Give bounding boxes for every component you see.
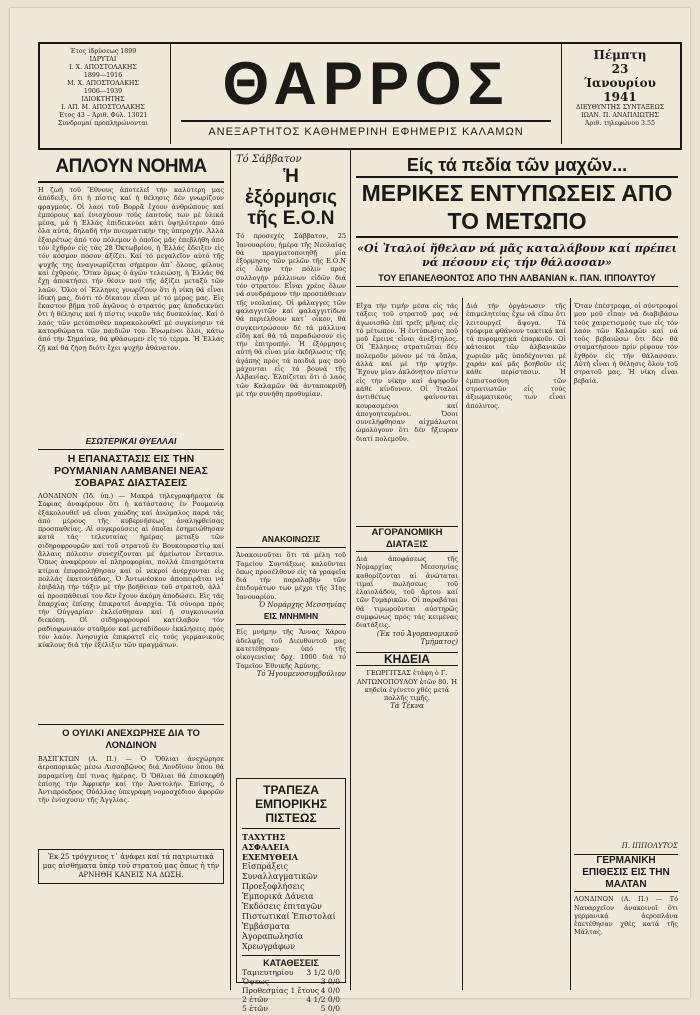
rate-value: 5 0/0: [320, 1004, 340, 1013]
rate-row: [242, 995, 340, 1004]
owner-name: Ι. ΑΠ. Μ. ΑΠΟΣΤΟΛΑΚΗΣ: [61, 104, 145, 111]
rate-value: 4 0/0: [320, 986, 340, 995]
war-text-1: Εἴχα τήν τιμήν μέσα εἰς τάς τάξεις τοῦ στρατοῦ μας νά ἀγωνισθῶ ἐπί τρεῖς μῆνας εἰς τό μέτωπον. Ἡ ἐντύπωσις πού μοῦ ἔμεινε εἶναι ἀνεξίτηλος. Οἱ Ἕλληνες στρατιῶται δέν πολεμοῦν μόνον μέ τά ὅπλα, ἀλλά καί μέ τήν ψυχήν. Ἔχουν μίαν ἀκλόνητον πίστιν εἰς τήν νίκην καί ἀψηφοῦν κάθε κίνδυνον. Οἱ Ἰταλοί ἀντιθέτως φαίνονται κουρασμένοι καί ἀπογοητευμένοι. Ὅσοι συνελήφθησαν αἰχμάλωτοι ὡμολόγουν ὅτι δέν ἤξευραν διατί πολεμοῦν.: [356, 302, 458, 443]
founders-label: ΙΔΡΥΤΑΙ: [89, 56, 117, 63]
rate-label: Προθεσμίας 1 ἔτους: [242, 986, 320, 995]
memorial-heading: ΕΙΣ ΜΝΗΜΗΝ: [236, 609, 346, 625]
romania-headline: Η ΕΠΑΝΑΣΤΑΣΙΣ ΕΙΣ ΤΗΝ ΡΟΥΜΑΝΙΑΝ ΛΑΜΒΑΝΕΙ ΝΕΑΣ ΣΟΒΑΡΑΣ ΔΙΑΣΤΑΣΕΙΣ: [54, 453, 208, 489]
masthead-date-info: [564, 48, 676, 128]
war-header: [356, 154, 678, 287]
bank-item: Ἀγοραπωλησία Χρεωγράφων: [242, 932, 304, 951]
section-heading: ΕΣΩΤΕΡΙΚΑΙ ΘΥΕΛΛΑΙ: [38, 434, 224, 450]
rate-value: 3 1/2 0/0: [306, 968, 340, 977]
war-kicker: Είς τά πεδία τῶν μαχῶν...: [406, 155, 628, 175]
editorial-body: Η ζωή τοῦ Ἔθνους ἀποτελεῖ τήν καλύτερη μας ἀπόδειξι, ὅτι ἡ πίστις καί ἡ θέλησις δέν γνωρίζουν φραγμούς. Οἱ λαοί τοῦ Βορρᾶ ἔχουν ἀνθρώπους καί ἐμπόρους καί ἐνισχύουν τούς ἑαυτούς των μέ ὑλικά μέσα, μά ἡ Ἑλλάς ἐπιδεικνύει κάτι ὑψηλότερον ἀπό ὅλα αὐτά, δηλαδή τήν πνευματικήν της ὑπεροχήν. Ἀλλά ἐξαιρέτως ἀπό τόν πόλεμον ὁ ὁποῖος μᾶς ἐπεβλήθη ἀπό τόν ἐχθρόν εἰς τάς 28 Ὀκτωβρίου, ἡ Ἑλλάς ἔδειξεν εἰς τόν κόσμον πόσον ἀξίζει. Καί τό μεγαλεῖον αὐτό τῆς ψυχῆς της ἀναγνωρίζεται σήμερον ἀπ᾽ ὅλους, φίλους καί ἐχθρούς. Ὅταν ὅμως ὁ ἀγών τελειώσῃ, ἡ Ἑλλάς θά ἔχῃ ἀποκτήσει τήν θέσιν πού τῆς ἀξίζει μεταξύ τῶν λαῶν. Ὅλοι οἱ Ἕλληνες γνωρίζουν ὅτι ἡ νίκη θά εἶναι ἰδική μας, διότι τό δίκαιον εἶναι μέ τό μέρος μας. Εἰς ἕκαστον βῆμα τοῦ ἀγῶνος ὁ στρατός μας ἀποδεικνύει ὅτι ἡ θέλησις καί ἡ πίστις νικοῦν τάς δυσκολίας. Καί ὁ λαός τῶν μετόπισθεν παρακολουθεῖ μέ συγκίνησιν τά κατορθώματα τῶν παιδιῶν του. Ἑνωμένοι ὅλοι, κάτω ἀπό τήν Σημαίαν, θά φθάσωμεν εἰς τό τέρμα. Ἡ Ἑλλάς ζῇ καί θά ζήσῃ διότι ἔχει ψυχήν ἀθάνατον.: [38, 186, 224, 352]
willkie-article-body: ΒΑΣΙΓΚΤΩΝ (Α. Π.) — Ὁ Ὅθλιαι ἀνεχώρησε ἀεροπορικῶς μέσω Λισσαβῶνος διά Λονδῖνον ὅπου θά παραμείνῃ ἐπί τινας ἡμέρας. Ὁ Ὅθλιαι θά ἐπισκεφθῇ ἐπίσης τήν Ἀφρικήν καί τήν Ἀνατολήν. Ἐπίσης, ὁ Ἀντιπρόεδρος Οὐάλλας ὑπεγράφη νομοσχέδιον ἀφορῶν τήν ἐνίσχυσιν τῆς Ἀγγλίας.: [38, 755, 224, 805]
rate-row: [242, 977, 340, 986]
appeal-note: Ἐκ 25 τρόγχυτος τ᾽ ἀνάφει καί τά πατριωτικά μας αἰσθήματα ὑπέρ τοῦ στρατοῦ μας ὅπως ἡ τήν ΑΡΝΗΘΗ ΚΑΝΕΙΣ ΝΑ ΔΩΣΗ.: [38, 849, 224, 884]
issue-number: Έτος 43 – Άριθ. Φύλ. 13021: [58, 112, 148, 119]
bank-item: Ἐμβάσματα: [242, 922, 290, 931]
announcement-body: Ἀνακοινοῦται ὅτι τά μέλη τοῦ Ταμείου Συντάξεως καλοῦνται ὅπως προσέλθουν εἰς τά γραφεῖα διά τήν παραλαβήν τῶν ἐπιδομάτων των μέχρι τῆς 31ης Ἰανουαρίου.: [236, 551, 346, 601]
bank-advertisement: [236, 778, 346, 1013]
bank-item: ΕΧΕΜΥΘΕΙΑ: [242, 852, 298, 862]
day: 23: [611, 62, 629, 76]
column-divider: [570, 298, 571, 990]
war-text-3: Ὅταν ἐπέστρεφα, οἱ σύντροφοί μου μοῦ εἶπαν νά διαβιβάσω τούς χαιρετισμούς των εἰς τόν λαόν τῶν Καλαμῶν καί νά τούς βεβαιώσω ὅτι δέν θά σταματήσουν πρίν ρίψουν τόν ἐχθρόν εἰς τήν θάλασσαν. Αὐτή εἶναι ἡ θέλησις ὅλου τοῦ στρατοῦ μας. Ἡ νίκη εἶναι βεβαία.: [574, 302, 678, 385]
market-order-body: Διά ἀποφάσεως τῆς Νομαρχίας Μεσσηνίας καθορίζονται αἱ ἀνώταται τιμαί πωλήσεως τοῦ ἐλαιολάδου, τοῦ ἄρτου καί τῶν ζυμαρικῶν. Οἱ παραβάται θά τιμωροῦνται αὐστηρῶς συμφώνως πρός τάς κειμένας διατάξεις.: [356, 555, 458, 630]
middle-column: [236, 156, 346, 772]
willkie-headline: Ο ΟΥΙΛΚΙ ΑΝΕΧΩΡΗΣΕ ΔΙΑ ΤΟ ΛΟΝΔΙΝΟΝ: [38, 724, 224, 752]
bank-name: ΤΡΑΠΕΖΑ ΕΜΠΟΡΙΚΗΣ ΠΙΣΤΕΩΣ: [255, 783, 327, 825]
founder-name: Ι. Χ. ΑΠΟΣΤΟΛΑΚΗΣ: [69, 64, 137, 71]
founding-year: Έτος ίδρύσεως 1899: [69, 48, 137, 55]
editor-name: ΙΩΑΝ. Π. ΑΝΑΠΛΙΩΤΗΣ: [581, 112, 659, 119]
war-text-2: Διά τήν ὀργάνωσιν τῆς ἐπιμελητείας ἔχω νά εἴπω ὅτι λειτουργεῖ ἄψογα. Τά τρόφιμα φθάνουν τακτικά καί τά πυρομαχικά ἐπαρκοῦν. Οἱ κάτοικοι τῶν ἀλβανικῶν χωριῶν μᾶς ὑποδέχονται μέ χαράν καί μᾶς βοηθοῦν εἰς κάθε περίστασιν. Ἡ ἐμπιστοσύνη τῶν στρατιωτῶν εἰς τούς ἀξιωματικούς των εἶναι ἀπόλυτος.: [466, 302, 566, 410]
war-byline: ΤΟΥ ΕΠΑΝΕΛΘΟΝΤΟΣ ΑΠΟ ΤΗΝ ΑΛΒΑΝΙΑΝ κ. ΠΑΝ. ΙΠΠΟΛΥΤΟΥ: [356, 273, 678, 287]
market-order-headline: ΑΓΟΡΑΝΟΜΙΚΗ ΔΙΑΤΑΞΙΣ: [356, 526, 458, 552]
rate-label: Ταμιευτηρίου: [242, 968, 294, 977]
rate-value: 3 0/0: [320, 977, 340, 986]
eon-kicker: Τό Σάββατον: [236, 154, 302, 165]
funeral-headline: ΚΗΔΕΙΑ: [356, 652, 458, 666]
war-headline: ΜΕΡΙΚΕΣ ΕΝΤΥΠΩΣΕΙΣ ΑΠΟ ΤΟ ΜΕΤΩΠΟ: [356, 176, 678, 238]
founder-years: 1899—1916: [83, 72, 123, 79]
phone-number: Άριθ. τηλεφώνου 3.55: [584, 120, 656, 127]
rate-row: [242, 1004, 340, 1013]
year: 1941: [603, 90, 637, 104]
market-order-signature: (Ἐκ τοῦ Ἀγορανομικοῦ Τμήματος): [376, 629, 458, 646]
announcement-signature: Ὁ Νομάρχης Μεσσηνίας: [259, 601, 346, 610]
rate-label: 2 ἐτῶν: [242, 995, 269, 1004]
eon-headline: Ἡ ἐξόρμησις τῆς Ε.Ο.Ν: [245, 166, 337, 230]
bank-item: Ἐκδόσεις ἐπιταγῶν: [242, 902, 322, 911]
announcement-heading: ΑΝΑΚΟΙΝΩΣΙΣ: [236, 532, 346, 548]
bank-item: ΑΣΦΑΛΕΙΑ: [242, 842, 290, 852]
editorial-headline: ΑΠΛΟΥΝ ΝΟΗΜΑ: [38, 156, 224, 183]
bank-item: ΤΑΧΥΤΗΣ: [242, 832, 286, 842]
romania-article-body: ΛΟΝΔΙΝΟΝ (Ἰδ. ὑπ.) — Μακρά τηλεγραφήματα ἐκ Σόφιας ἀναφέρουν ὅτι ἡ κατάστασις ἐν Ρουμανίᾳ ἐξακολουθεῖ νά εἶναι χαώδης καί ἀνώμαλος παρά τάς ἀπό μέρους τῆς κυβερνήσεως ἀναληφθείσας προσπαθείας. Αἱ συγκρούσεις αἱ ὁποῖαι ἐσημειώθησαν κατά τάς τελευταίας ἡμέρας μεταξύ τῶν σιδηροφρουρῶν καί τοῦ στρατοῦ ἐν Βουκουρεστίῳ καί ἄλλαις πόλεσιν συνεχίζονται μέ ἀμείωτον ἔντασιν. Ὅπως ἀναφέρουν αἱ πληροφορίαι, πολλά ἐπισημότατα κτίρια ἐπυρπολήθησαν καί οἱ νεκροί ἀνέρχονται εἰς πολλάς ἑκατοντάδας. Ὁ Ἀντωνέσκου ἀποπειρᾶται νά ἐπιβάλῃ τήν τάξιν μέ τήν βοήθειαν τοῦ στρατοῦ, ἀλλ᾽ αἱ προσπάθειαί του δέν ἔχουν ἀκόμη ἀποδώσει. Εἰς τάς ἐπαρχίας ἐπίσης ἐπικρατεῖ ἀναρχία. Τά σύνορα πρός τήν Οὐγγαρίαν ἐκλείσθησαν καί ἡ συγκοινωνία διεκόπη. Οἱ σιδηροφρουροί κατέλαβον τόν ραδιοφωνικόν σταθμόν καί μεταδίδουν ἐκκλήσεις πρός τόν λαόν. Ἀνησυχία ἐπικρατεῖ εἰς τούς γερμανικούς κύκλους διά τήν ἐξέλιξιν τῶν πραγμάτων.: [38, 492, 224, 650]
founder-years-2: 1906—1939: [83, 88, 123, 95]
weekday: Πέμπτη: [593, 48, 647, 62]
newspaper-tagline: ΑΝΕΞΑΡΤΗΤΟΣ ΚΑΘΗΜΕΡΙΝΗ ΕΦΗΜΕΡΙΣ ΚΑΛΑΜΩΝ: [181, 120, 551, 138]
editor-label: ΔΙΕΥΘΥΝΤΗΣ ΣΥΝΤΑΞΕΩΣ: [575, 104, 665, 111]
war-quote: «Οἱ Ἰταλοί ἤθελαν νά μᾶς καταλάβουν καί πρέπει νά πέσουν εἰς τήν θάλασσαν»: [357, 242, 677, 269]
rate-row: [242, 986, 340, 995]
newspaper-title: ΘΑΡΡΟΣ: [222, 50, 510, 117]
rate-label: Ὄψεως: [242, 977, 270, 986]
column-divider: [462, 298, 463, 990]
newspaper-page: [10, 8, 690, 1013]
german-attack-headline: ΓΕΡΜΑΝΙΚΗ ΕΠΙΘΕΣΙΣ ΕΙΣ ΤΗΝ ΜΑΛΤΑΝ: [574, 854, 678, 892]
column-divider: [230, 150, 231, 990]
subscription-note: Συνδρομαί προπληρώνονται: [57, 120, 149, 127]
war-column-2: [466, 302, 566, 990]
founder-name-2: Μ. Χ. ΑΠΟΣΤΟΛΑΚΗΣ: [67, 80, 139, 87]
rate-value: 4 1/2 0/0: [306, 995, 340, 1004]
column-divider: [350, 150, 351, 990]
masthead-center: [170, 44, 562, 144]
masthead: [38, 42, 682, 150]
bank-item: Εἰσπράξεις Συναλλαγματικῶν: [242, 862, 318, 881]
rate-row: [242, 968, 340, 977]
owner-label: ΙΔΙΟΚΤΗΤΗΣ: [81, 96, 125, 103]
memorial-signature: Τό Ἡγουμενοσυμβούλιον: [256, 669, 346, 678]
war-author-signature: Π. ΙΠΠΟΛΥΤΟΣ: [621, 842, 678, 850]
month: Ίανουρίου: [584, 76, 656, 90]
left-column: [38, 156, 224, 990]
masthead-publisher-info: [44, 48, 162, 128]
german-attack-body: ΛΟΝΔΙΝΟΝ (Α. Π.) — Τό Ναυαρχεῖον ἀνακοινοῖ ὅτι γερμανικά ἀεροπλάνα ἐπετέθησαν χθές κατά τῆς Μάλτας.: [574, 895, 678, 937]
eon-article-body: Τό προσεχές Σάββατον, 25 Ἰανουαρίου, ἡμέρα τῆς Νεολαίας θά πραγματοποιηθῇ μία ἐξόρμησις τῶν μελῶν τῆς Ε.Ο.Ν εἰς ὅλην τήν πόλιν πρός συλλογήν μάλλινων εἰδῶν διά τόν στρατόν. Εἶναι χρέος ὅλων νά συνδράμουν τήν προσπάθειαν τῆς νεολαίας. Οἱ φάλαγγες τῶν φαλαγγιτῶν καί φαλαγγιτίδων θά περιέλθουν κατ᾽ οἶκον, θά συγκεντρώσουν δέ τά μάλλινα εἴδη καί θά τά παραδώσουν εἰς τήν ἐπιτροπήν. Ἡ ἐξόρμησις αὐτή θά εἶναι μία ἐκδήλωσις τῆς ἀγάπης πρός τά παιδιά μας πού μάχονται εἰς τά βουνά τῆς Ἀλβανίας. Ἐλπίζεται ὅτι ὁ λαός τῶν Καλαμῶν θά ἀνταποκριθῇ μέ τήν συνήθη προθυμίαν.: [236, 232, 346, 398]
funeral-signature: Τά Τέκνα: [390, 702, 424, 711]
rate-label: 5 ἐτῶν: [242, 1004, 269, 1013]
war-column-1: [356, 302, 458, 990]
deposits-heading: ΚΑΤΑΘΕΣΕΙΣ: [242, 955, 340, 968]
memorial-body: Εἰς μνήμην τῆς Ἄννας Χάρου ἀδελφῆς τοῦ Διευθυντοῦ μας κατετέθησαν ὑπό τῆς οἰκογενείας δρχ. 1000 διά τό Ταμεῖον Ἐθνικῆς Ἀμύνης.: [236, 628, 346, 670]
funeral-body: ΓΕΩΡΓΙΤΣΑΣ ἐτάφη ὁ Γ. ΑΝΤΩΝΟΠΟΥΛΟΥ ἐτῶν 80. Ἡ κηδεία ἐγένετο χθές μετά πολλῆς τιμῆς.: [356, 669, 458, 703]
bank-item: Προεξοφλήσεις: [242, 882, 305, 891]
bank-item: Ἐμπορικά Δάνεια: [242, 892, 314, 901]
bank-item: Πιστωτικαί Ἐπιστολαί: [242, 912, 336, 921]
war-column-3: [574, 302, 678, 990]
